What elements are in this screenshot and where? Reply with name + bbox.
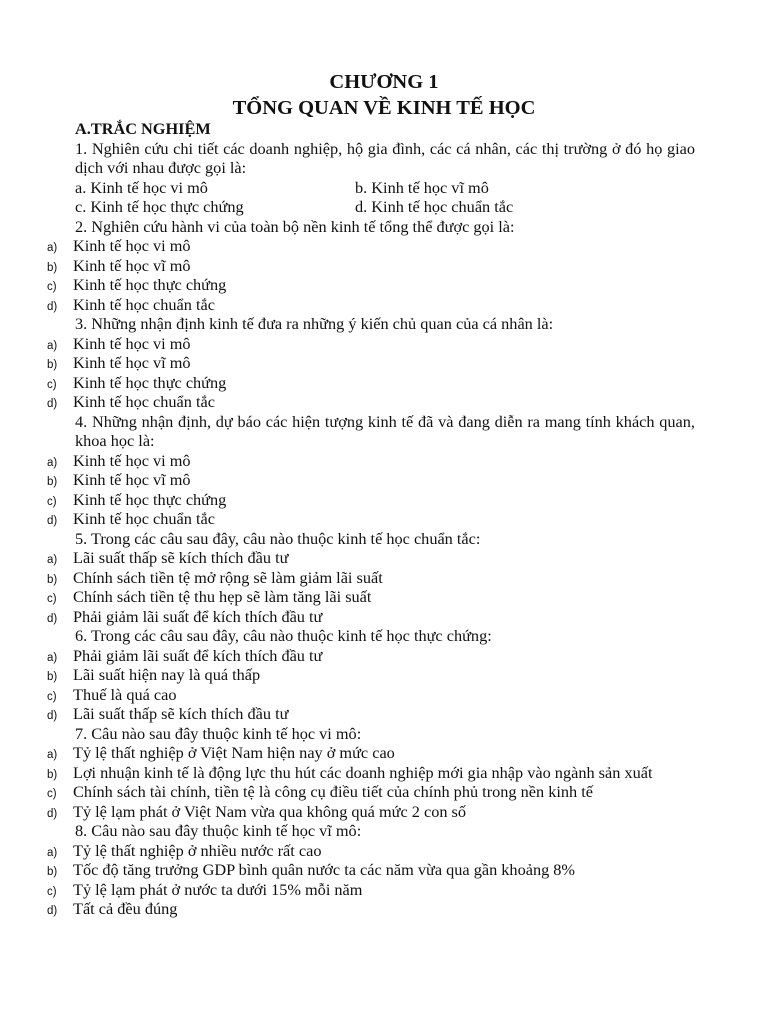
option-label: d)	[47, 515, 58, 527]
option-label: c)	[47, 690, 57, 703]
option-label: a)	[47, 456, 58, 469]
option-text: Tỷ lệ lạm phát ở Việt Nam vừa qua không quá mức 2 con số	[73, 801, 467, 821]
option-item	[47, 802, 695, 822]
option-label: a)	[47, 651, 58, 664]
option-label: d)	[47, 398, 58, 410]
option-item	[47, 860, 695, 880]
option-label: b)	[47, 476, 58, 488]
section-title: A.TRẮC NGHIỆM	[75, 119, 211, 138]
option-label: a)	[47, 554, 58, 566]
option-text: Kinh tế học vĩ mô	[73, 353, 191, 372]
option-label: a)	[47, 749, 58, 761]
option-item	[47, 509, 695, 529]
option-item	[47, 587, 695, 607]
option-label: c)	[47, 593, 57, 605]
option-text: Kinh tế học chuẩn tắc	[73, 509, 215, 528]
question-text: 6. Trong các câu sau đây, câu nào thuộc kinh tế học thực chứng:	[75, 626, 492, 645]
question-text: 3. Những nhận định kinh tế đưa ra những ý kiến chủ quan của cá nhân là:	[75, 314, 554, 333]
option-item	[47, 256, 695, 276]
option-item	[47, 646, 695, 666]
option-text: Thuế là quá cao	[73, 684, 177, 704]
option-label: d)	[47, 300, 58, 313]
option-item	[47, 470, 695, 490]
option-item	[47, 275, 695, 295]
question-text: 4. Những nhận định, dự báo các hiện tượng kinh tế đã và đang diễn ra mang tính khách quan, khoa học là:	[75, 411, 695, 450]
option-label: b)	[47, 573, 58, 586]
option-item	[47, 685, 695, 705]
question-1	[47, 139, 695, 217]
option-text: Chính sách tiền tệ thu hẹp sẽ làm tăng lãi suất	[73, 587, 372, 606]
option-item	[47, 704, 695, 724]
option-label: c)	[47, 495, 57, 508]
question-text: 1. Nghiên cứu chi tiết các doanh nghiệp, hộ gia đình, các cá nhân, các thị trường ở đó họ giao dịch với nhau được gọi là:	[75, 138, 695, 177]
option-text: Lợi nhuận kinh tế là động lực thu hút các doanh nghiệp mới gia nhập vào ngành sản xuất	[73, 762, 653, 782]
option-a: a. Kinh tế học vi mô	[75, 177, 208, 197]
option-text: Kinh tế học vi mô	[73, 333, 191, 353]
option-label: c)	[47, 281, 57, 293]
question-2	[47, 217, 695, 315]
option-text: Kinh tế học chuẩn tắc	[73, 294, 215, 314]
option-label: c)	[47, 378, 57, 391]
question-5	[47, 529, 695, 627]
question-4	[47, 412, 695, 529]
option-label: b)	[47, 866, 58, 878]
option-item	[47, 451, 695, 471]
option-item	[47, 899, 695, 919]
option-row	[47, 197, 695, 217]
option-item	[47, 880, 695, 900]
option-item	[47, 353, 695, 373]
option-d: d. Kinh tế học chuẩn tắc	[355, 197, 514, 216]
option-item	[47, 392, 695, 412]
option-label: d)	[47, 807, 58, 820]
option-row	[47, 178, 695, 198]
option-text: Phải giảm lãi suất để kích thích đầu tư	[73, 645, 323, 665]
option-label: d)	[47, 905, 58, 917]
option-text: Kinh tế học thực chứng	[73, 275, 227, 294]
option-label: c)	[47, 885, 57, 898]
document-body	[47, 119, 695, 919]
option-text: Tỷ lệ lạm phát ở nước ta dưới 15% mỗi năm	[73, 879, 363, 899]
option-item	[47, 295, 695, 315]
option-item	[47, 607, 695, 627]
option-text: Kinh tế học thực chứng	[73, 372, 227, 392]
option-text: Kinh tế học chuẩn tắc	[73, 392, 215, 411]
option-item	[47, 568, 695, 588]
option-label: a)	[47, 242, 58, 254]
option-item	[47, 236, 695, 256]
option-b: b. Kinh tế học vĩ mô	[355, 177, 489, 197]
option-text: Kinh tế học vĩ mô	[73, 255, 191, 275]
chapter-title: TỔNG QUAN VỀ KINH TẾ HỌC	[232, 97, 536, 119]
option-c: c. Kinh tế học thực chứng	[75, 197, 244, 216]
question-7	[47, 724, 695, 822]
option-label: d)	[47, 710, 58, 722]
option-text: Kinh tế học vi mô	[73, 450, 191, 470]
option-text: Tất cả đều đúng	[73, 899, 178, 918]
option-text: Kinh tế học vi mô	[73, 236, 191, 255]
option-label: b)	[47, 768, 58, 781]
option-text: Kinh tế học vĩ mô	[73, 470, 191, 489]
option-label: a)	[47, 846, 58, 859]
question-3	[47, 314, 695, 412]
option-text: Tốc độ tăng trưởng GDP bình quân nước ta các năm vừa qua gần khoảng 8%	[73, 860, 575, 879]
option-text: Chính sách tài chính, tiền tệ là công cụ điều tiết của chính phủ trong nền kinh tế	[73, 782, 593, 801]
option-item	[47, 841, 695, 861]
option-text: Tỷ lệ thất nghiệp ở Việt Nam hiện nay ở mức cao	[73, 743, 395, 762]
question-text: 2. Nghiên cứu hành vi của toàn bộ nền kinh tế tổng thể được gọi là:	[75, 216, 515, 236]
option-text: Chính sách tiền tệ mở rộng sẽ làm giảm lãi suất	[73, 567, 383, 587]
question-6	[47, 626, 695, 724]
option-item	[47, 763, 695, 783]
option-item	[47, 490, 695, 510]
option-label: a)	[47, 339, 58, 352]
option-text: Lãi suất thấp sẽ kích thích đầu tư	[73, 548, 289, 567]
option-text: Lãi suất hiện nay là quá thấp	[73, 665, 261, 684]
option-label: d)	[47, 612, 58, 625]
option-item	[47, 373, 695, 393]
question-text: 5. Trong các câu sau đây, câu nào thuộc kinh tế học chuẩn tắc:	[75, 528, 481, 548]
option-label: b)	[47, 359, 58, 371]
option-item	[47, 334, 695, 354]
option-label: c)	[47, 788, 57, 800]
option-item	[47, 782, 695, 802]
question-text: 8. Câu nào sau đây thuộc kinh tế học vĩ mô:	[75, 821, 362, 840]
option-text: Lãi suất thấp sẽ kích thích đầu tư	[73, 704, 289, 723]
option-label: b)	[47, 671, 58, 683]
option-text: Tỷ lệ thất nghiệp ở nhiều nước rất cao	[73, 840, 322, 860]
option-label: b)	[47, 261, 58, 274]
chapter-heading: CHƯƠNG 1	[329, 71, 439, 93]
question-8	[47, 821, 695, 919]
question-text: 7. Câu nào sau đây thuộc kinh tế học vi mô:	[75, 723, 362, 743]
option-text: Kinh tế học thực chứng	[73, 489, 227, 509]
option-item	[47, 548, 695, 568]
option-text: Phải giảm lãi suất để kích thích đầu tư	[73, 606, 323, 626]
option-item	[47, 743, 695, 763]
option-item	[47, 665, 695, 685]
